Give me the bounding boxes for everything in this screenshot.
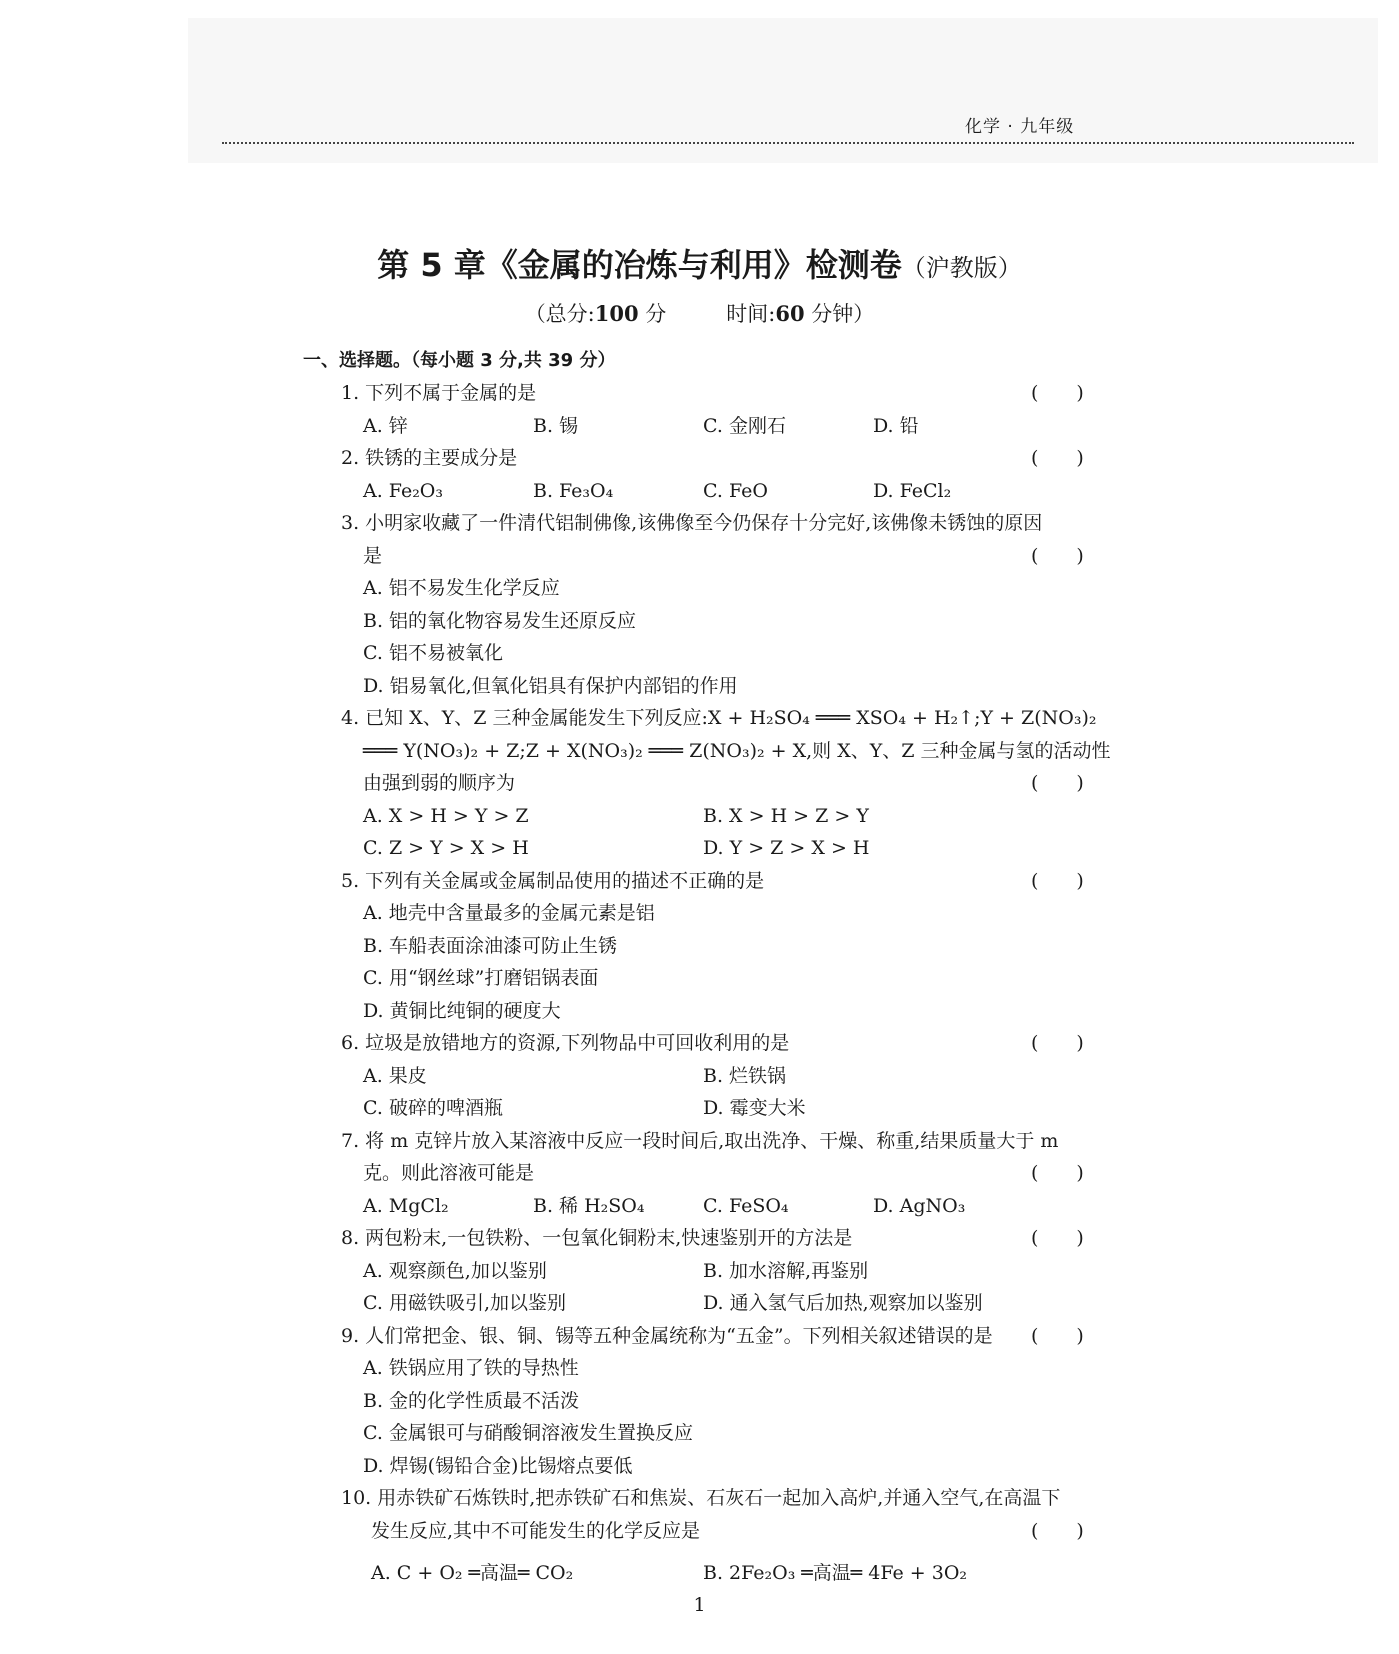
questions	[303, 345, 1111, 1590]
option-a: A. 铝不易发生化学反应	[363, 577, 560, 599]
option-d: D. 黄铜比纯铜的硬度大	[363, 999, 561, 1022]
question-3-cont	[303, 540, 1093, 573]
option-c: C. 铝不易被氧化	[363, 642, 503, 664]
total-score: 100	[594, 301, 639, 326]
option-d: D. Y > Z > X > H	[703, 837, 870, 859]
question-4-cont	[303, 767, 1093, 800]
answer-bracket: ( )	[1031, 447, 1084, 469]
question-6-options-ab	[303, 1060, 1093, 1093]
answer-bracket: ( )	[1031, 1032, 1084, 1054]
page-number: 1	[693, 1594, 706, 1616]
option-b: B. 金的化学性质最不活泼	[363, 1389, 580, 1412]
answer-bracket: ( )	[1031, 1162, 1084, 1184]
question-stem: 10. 用赤铁矿石炼铁时,把赤铁矿石和焦炭、石灰石一起加入高炉,并通入空气,在高温下	[341, 1487, 1061, 1509]
score-unit: 分	[638, 302, 667, 326]
option-d: D. FeCl₂	[873, 479, 952, 502]
question-stem: 3. 小明家收藏了一件清代铝制佛像,该佛像至今仍保存十分完好,该佛像未锈蚀的原因	[341, 512, 1043, 534]
question-2-options	[303, 475, 1093, 508]
exam-info	[0, 298, 1399, 328]
question-5	[303, 865, 1093, 898]
question-9	[303, 1320, 1093, 1353]
answer-bracket: ( )	[1031, 869, 1084, 892]
option-d: D. 焊锡(锡铅合金)比锡熔点要低	[363, 1454, 633, 1477]
option-a: A. 铁锅应用了铁的导热性	[363, 1357, 579, 1379]
question-10-cont	[303, 1515, 1093, 1548]
question-stem-cont: 发生反应,其中不可能发生的化学反应是	[371, 1519, 701, 1542]
question-3	[303, 507, 1093, 540]
option-b: B. X > H > Z > Y	[703, 804, 869, 827]
question-stem: 7. 将 m 克锌片放入某溶液中反应一段时间后,取出洗净、干燥、称重,结果质量大于 m	[341, 1129, 1059, 1152]
question-stem: 8. 两包粉末,一包铁粉、一包氧化铜粉末,快速鉴别开的方法是	[341, 1227, 853, 1249]
option-c: C. FeSO₄	[703, 1194, 789, 1217]
option-d: D. 通入氢气后加热,观察加以鉴别	[703, 1292, 983, 1314]
option-c: C. 金刚石	[703, 414, 786, 437]
time-limit: 60	[775, 301, 805, 326]
score-label: （总分:	[524, 302, 595, 326]
option-a: A. 果皮	[363, 1064, 427, 1087]
question-10-options	[303, 1557, 1093, 1590]
question-7	[303, 1125, 1093, 1158]
option-d: D. AgNO₃	[873, 1194, 966, 1217]
question-stem-cont: 是	[363, 544, 383, 567]
question-4-options-ab	[303, 800, 1093, 833]
answer-bracket: ( )	[1031, 1324, 1084, 1347]
option-a: A. 锌	[363, 414, 408, 437]
time-label: 时间:	[726, 302, 776, 326]
question-stem: 2. 铁锈的主要成分是	[341, 447, 518, 469]
time-unit: 分钟）	[804, 302, 875, 326]
header-subject: 化学 · 九年级	[965, 117, 1075, 137]
option-a: A. X > H > Y > Z	[363, 804, 529, 827]
question-stem: 9. 人们常把金、银、铜、锡等五种金属统称为“五金”。下列相关叙述错误的是	[341, 1324, 993, 1347]
question-6-options-cd	[303, 1092, 1093, 1125]
answer-bracket: ( )	[1031, 1227, 1084, 1249]
option-d: D. 铝易氧化,但氧化铝具有保护内部铝的作用	[363, 674, 738, 697]
answer-bracket: ( )	[1031, 382, 1084, 404]
option-b: B. 2Fe₂O₃ ═高温═ 4Fe + 3O₂	[703, 1562, 968, 1584]
option-b: B. Fe₃O₄	[533, 479, 614, 502]
question-6	[303, 1027, 1093, 1060]
option-b: B. 铝的氧化物容易发生还原反应	[363, 609, 637, 632]
question-stem: 1. 下列不属于金属的是	[341, 382, 537, 404]
option-d: D. 铅	[873, 414, 919, 437]
option-c: C. 用磁铁吸引,加以鉴别	[363, 1292, 566, 1314]
question-stem: 5. 下列有关金属或金属制品使用的描述不正确的是	[341, 869, 765, 892]
option-a: A. Fe₂O₃	[363, 479, 443, 502]
option-d: D. 霉变大米	[703, 1097, 806, 1119]
question-4	[303, 702, 1097, 735]
answer-bracket: ( )	[1031, 772, 1084, 794]
question-8-options-ab	[303, 1255, 1093, 1288]
section-heading: 一、选择题。（每小题 3 分,共 39 分）	[303, 350, 616, 371]
option-c: C. 金属银可与硝酸铜溶液发生置换反应	[363, 1422, 693, 1444]
option-a: A. 观察颜色,加以鉴别	[363, 1259, 547, 1282]
question-8-options-cd	[303, 1287, 1093, 1320]
option-c: C. 用“钢丝球”打磨铝锅表面	[363, 967, 599, 989]
option-b: B. 烂铁锅	[703, 1064, 787, 1087]
option-c: C. Z > Y > X > H	[363, 837, 529, 859]
option-a: A. 地壳中含量最多的金属元素是铝	[363, 902, 655, 924]
option-a: A. C + O₂ ═高温═ CO₂	[371, 1562, 574, 1584]
question-stem: 4. 已知 X、Y、Z 三种金属能发生下列反应:X + H₂SO₄ ═══ XSO₄ + H₂↑;Y + Z(NO₃)₂	[341, 707, 1097, 729]
question-stem-cont: 由强到弱的顺序为	[363, 772, 516, 794]
option-b: B. 锡	[533, 414, 579, 437]
question-7-options	[303, 1190, 1093, 1223]
question-10	[303, 1482, 1093, 1515]
option-b: B. 稀 H₂SO₄	[533, 1194, 645, 1217]
question-stem: 6. 垃圾是放错地方的资源,下列物品中可回收利用的是	[341, 1032, 790, 1054]
option-a: A. MgCl₂	[363, 1194, 449, 1217]
title-main: 第 5 章《金属的冶炼与利用》检测卷	[377, 246, 902, 284]
page-title	[0, 240, 1399, 286]
header-divider	[222, 142, 1354, 144]
question-1	[303, 377, 1093, 410]
title-edition: （沪教版）	[901, 254, 1022, 282]
answer-bracket: ( )	[1031, 544, 1084, 567]
question-8	[303, 1222, 1093, 1255]
question-stem-cont: 克。则此溶液可能是	[363, 1162, 535, 1184]
question-4-options-cd	[303, 832, 1093, 865]
question-7-cont	[303, 1157, 1093, 1190]
question-2	[303, 442, 1093, 475]
question-1-options	[303, 410, 1093, 443]
option-b: B. 加水溶解,再鉴别	[703, 1259, 869, 1282]
option-c: C. 破碎的啤酒瓶	[363, 1097, 503, 1119]
question-stem-cont: ═══ Y(NO₃)₂ + Z;Z + X(NO₃)₂ ═══ Z(NO₃)₂ + X,则 X、Y、Z 三种金属与氢的活动性	[363, 739, 1111, 762]
option-b: B. 车船表面涂油漆可防止生锈	[363, 934, 618, 957]
option-c: C. FeO	[703, 479, 768, 502]
answer-bracket: ( )	[1031, 1519, 1084, 1542]
